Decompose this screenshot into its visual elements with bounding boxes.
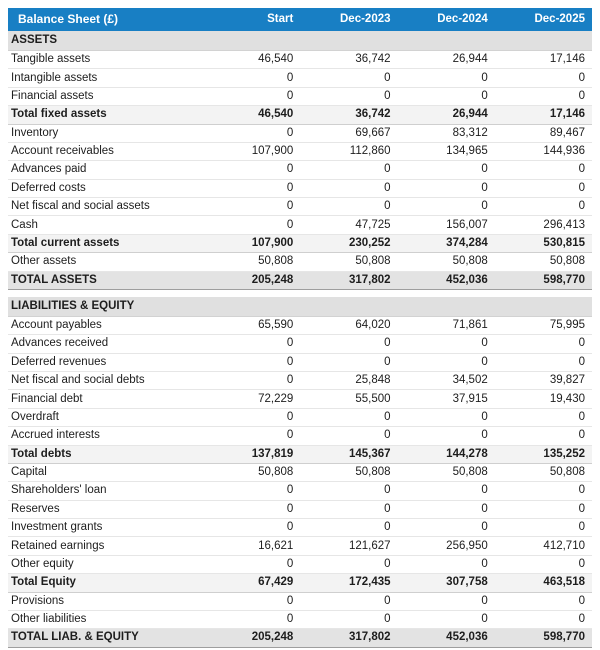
- cell-value: 0: [203, 69, 300, 87]
- cell-value: 0: [495, 555, 592, 573]
- cell-value: 230,252: [300, 234, 397, 252]
- row-label: Advances paid: [8, 161, 203, 179]
- cell-value: 0: [495, 353, 592, 371]
- cell-value: 598,770: [495, 271, 592, 289]
- cell-value: 64,020: [300, 316, 397, 334]
- table-row: [8, 500, 592, 518]
- section-label: LIABILITIES & EQUITY: [8, 297, 592, 317]
- cell-value: 0: [203, 198, 300, 216]
- cell-value: 0: [398, 161, 495, 179]
- cell-value: 0: [300, 161, 397, 179]
- table-row: [8, 555, 592, 573]
- cell-value: 0: [495, 592, 592, 610]
- cell-value: 0: [495, 335, 592, 353]
- cell-value: 0: [203, 519, 300, 537]
- cell-value: 50,808: [300, 253, 397, 271]
- cell-value: 134,965: [398, 142, 495, 160]
- cell-value: 72,229: [203, 390, 300, 408]
- cell-value: 307,758: [398, 574, 495, 592]
- cell-value: 0: [495, 69, 592, 87]
- cell-value: 0: [300, 198, 397, 216]
- table-row: [8, 198, 592, 216]
- cell-value: 0: [398, 592, 495, 610]
- table-row: [8, 610, 592, 628]
- cell-value: 46,540: [203, 106, 300, 124]
- cell-value: 172,435: [300, 574, 397, 592]
- cell-value: 0: [398, 408, 495, 426]
- cell-value: 50,808: [300, 463, 397, 481]
- table-row: [8, 427, 592, 445]
- table-row: [8, 161, 592, 179]
- row-label: Advances received: [8, 335, 203, 353]
- cell-value: 46,540: [203, 51, 300, 69]
- row-label: Cash: [8, 216, 203, 234]
- cell-value: 0: [300, 610, 397, 628]
- cell-value: 26,944: [398, 51, 495, 69]
- cell-value: 0: [398, 198, 495, 216]
- gap-cell: [8, 289, 592, 297]
- cell-value: 0: [495, 87, 592, 105]
- table-row: [8, 124, 592, 142]
- subtotal-row: [8, 234, 592, 252]
- cell-value: 0: [203, 87, 300, 105]
- cell-value: 412,710: [495, 537, 592, 555]
- row-label: Account payables: [8, 316, 203, 334]
- cell-value: 374,284: [398, 234, 495, 252]
- cell-value: 452,036: [398, 271, 495, 289]
- cell-value: 19,430: [495, 390, 592, 408]
- cell-value: 0: [398, 87, 495, 105]
- row-label: Other assets: [8, 253, 203, 271]
- cell-value: 0: [203, 482, 300, 500]
- cell-value: 71,861: [398, 316, 495, 334]
- row-label: Financial debt: [8, 390, 203, 408]
- cell-value: 0: [203, 427, 300, 445]
- row-label: Total fixed assets: [8, 106, 203, 124]
- cell-value: 0: [495, 161, 592, 179]
- cell-value: 50,808: [495, 253, 592, 271]
- row-label: Total Equity: [8, 574, 203, 592]
- cell-value: 0: [300, 592, 397, 610]
- table-row: [8, 519, 592, 537]
- cell-value: 0: [300, 335, 397, 353]
- cell-value: 0: [398, 179, 495, 197]
- row-label: Provisions: [8, 592, 203, 610]
- cell-value: 0: [203, 555, 300, 573]
- row-label: Other equity: [8, 555, 203, 573]
- cell-value: 0: [300, 482, 397, 500]
- balance-sheet: [8, 8, 592, 648]
- cell-value: 36,742: [300, 51, 397, 69]
- cell-value: 0: [300, 408, 397, 426]
- cell-value: 16,621: [203, 537, 300, 555]
- cell-value: 36,742: [300, 106, 397, 124]
- cell-value: 317,802: [300, 629, 397, 647]
- cell-value: 0: [203, 610, 300, 628]
- cell-value: 34,502: [398, 372, 495, 390]
- cell-value: 205,248: [203, 629, 300, 647]
- section-gap: [8, 289, 592, 297]
- cell-value: 47,725: [300, 216, 397, 234]
- row-label: Total current assets: [8, 234, 203, 252]
- cell-value: 463,518: [495, 574, 592, 592]
- cell-value: 296,413: [495, 216, 592, 234]
- row-label: Tangible assets: [8, 51, 203, 69]
- cell-value: 89,467: [495, 124, 592, 142]
- row-label: Net fiscal and social debts: [8, 372, 203, 390]
- cell-value: 137,819: [203, 445, 300, 463]
- cell-value: 39,827: [495, 372, 592, 390]
- row-label: Reserves: [8, 500, 203, 518]
- cell-value: 26,944: [398, 106, 495, 124]
- row-label: Retained earnings: [8, 537, 203, 555]
- cell-value: 0: [398, 353, 495, 371]
- row-label: Other liabilities: [8, 610, 203, 628]
- header-row: [8, 8, 592, 31]
- table-row: [8, 408, 592, 426]
- cell-value: 135,252: [495, 445, 592, 463]
- table-row: [8, 537, 592, 555]
- cell-value: 0: [300, 353, 397, 371]
- row-label: Investment grants: [8, 519, 203, 537]
- cell-value: 598,770: [495, 629, 592, 647]
- cell-value: 25,848: [300, 372, 397, 390]
- row-label: Inventory: [8, 124, 203, 142]
- cell-value: 0: [495, 427, 592, 445]
- row-label: Net fiscal and social assets: [8, 198, 203, 216]
- cell-value: 67,429: [203, 574, 300, 592]
- cell-value: 0: [398, 69, 495, 87]
- cell-value: 0: [495, 519, 592, 537]
- cell-value: 145,367: [300, 445, 397, 463]
- cell-value: 0: [398, 427, 495, 445]
- table-row: [8, 253, 592, 271]
- cell-value: 75,995: [495, 316, 592, 334]
- cell-value: 0: [203, 372, 300, 390]
- cell-value: 65,590: [203, 316, 300, 334]
- cell-value: 112,860: [300, 142, 397, 160]
- column-header-dec-2024: Dec-2024: [398, 8, 495, 31]
- cell-value: 0: [398, 500, 495, 518]
- cell-value: 452,036: [398, 629, 495, 647]
- cell-value: 0: [203, 216, 300, 234]
- cell-value: 0: [203, 592, 300, 610]
- row-label: Deferred revenues: [8, 353, 203, 371]
- row-label: Accrued interests: [8, 427, 203, 445]
- table-row: [8, 142, 592, 160]
- cell-value: 17,146: [495, 51, 592, 69]
- row-label: Capital: [8, 463, 203, 481]
- cell-value: 83,312: [398, 124, 495, 142]
- cell-value: 0: [398, 555, 495, 573]
- cell-value: 144,278: [398, 445, 495, 463]
- cell-value: 69,667: [300, 124, 397, 142]
- cell-value: 37,915: [398, 390, 495, 408]
- cell-value: 0: [300, 555, 397, 573]
- section-label: ASSETS: [8, 31, 592, 51]
- balance-sheet-table: [8, 8, 592, 648]
- subtotal-row: [8, 574, 592, 592]
- row-label: Total debts: [8, 445, 203, 463]
- table-row: [8, 216, 592, 234]
- cell-value: 0: [398, 610, 495, 628]
- grandtotal-row: [8, 629, 592, 647]
- cell-value: 17,146: [495, 106, 592, 124]
- cell-value: 0: [495, 610, 592, 628]
- cell-value: 50,808: [203, 253, 300, 271]
- column-header-dec-2025: Dec-2025: [495, 8, 592, 31]
- row-label: Shareholders' loan: [8, 482, 203, 500]
- cell-value: 0: [398, 482, 495, 500]
- row-label: Deferred costs: [8, 179, 203, 197]
- table-row: [8, 316, 592, 334]
- cell-value: 50,808: [495, 463, 592, 481]
- cell-value: 156,007: [398, 216, 495, 234]
- cell-value: 530,815: [495, 234, 592, 252]
- cell-value: 0: [495, 198, 592, 216]
- table-row: [8, 592, 592, 610]
- cell-value: 0: [300, 69, 397, 87]
- cell-value: 0: [203, 408, 300, 426]
- table-row: [8, 179, 592, 197]
- row-label: Intangible assets: [8, 69, 203, 87]
- cell-value: 0: [203, 353, 300, 371]
- cell-value: 0: [300, 179, 397, 197]
- cell-value: 107,900: [203, 142, 300, 160]
- subtotal-row: [8, 106, 592, 124]
- cell-value: 0: [203, 335, 300, 353]
- section-header-row: [8, 297, 592, 317]
- cell-value: 317,802: [300, 271, 397, 289]
- row-label: Account receivables: [8, 142, 203, 160]
- subtotal-row: [8, 445, 592, 463]
- grandtotal-row: [8, 271, 592, 289]
- section-header-row: [8, 31, 592, 51]
- cell-value: 0: [495, 408, 592, 426]
- cell-value: 121,627: [300, 537, 397, 555]
- cell-value: 144,936: [495, 142, 592, 160]
- row-label: TOTAL ASSETS: [8, 271, 203, 289]
- cell-value: 0: [398, 519, 495, 537]
- cell-value: 0: [398, 335, 495, 353]
- column-header-start: Start: [203, 8, 300, 31]
- cell-value: 0: [495, 482, 592, 500]
- row-label: TOTAL LIAB. & EQUITY: [8, 629, 203, 647]
- cell-value: 0: [300, 87, 397, 105]
- cell-value: 55,500: [300, 390, 397, 408]
- cell-value: 0: [203, 161, 300, 179]
- cell-value: 0: [300, 427, 397, 445]
- cell-value: 0: [495, 179, 592, 197]
- cell-value: 0: [495, 500, 592, 518]
- table-row: [8, 390, 592, 408]
- cell-value: 0: [300, 519, 397, 537]
- cell-value: 0: [203, 500, 300, 518]
- row-label: Financial assets: [8, 87, 203, 105]
- table-row: [8, 482, 592, 500]
- table-row: [8, 87, 592, 105]
- table-title: Balance Sheet (£): [8, 8, 203, 31]
- table-row: [8, 353, 592, 371]
- cell-value: 107,900: [203, 234, 300, 252]
- cell-value: 0: [300, 500, 397, 518]
- table-row: [8, 335, 592, 353]
- table-row: [8, 51, 592, 69]
- row-label: Overdraft: [8, 408, 203, 426]
- table-row: [8, 463, 592, 481]
- cell-value: 50,808: [203, 463, 300, 481]
- cell-value: 205,248: [203, 271, 300, 289]
- cell-value: 0: [203, 179, 300, 197]
- column-header-dec-2023: Dec-2023: [300, 8, 397, 31]
- cell-value: 50,808: [398, 253, 495, 271]
- cell-value: 0: [203, 124, 300, 142]
- cell-value: 50,808: [398, 463, 495, 481]
- table-row: [8, 372, 592, 390]
- table-row: [8, 69, 592, 87]
- cell-value: 256,950: [398, 537, 495, 555]
